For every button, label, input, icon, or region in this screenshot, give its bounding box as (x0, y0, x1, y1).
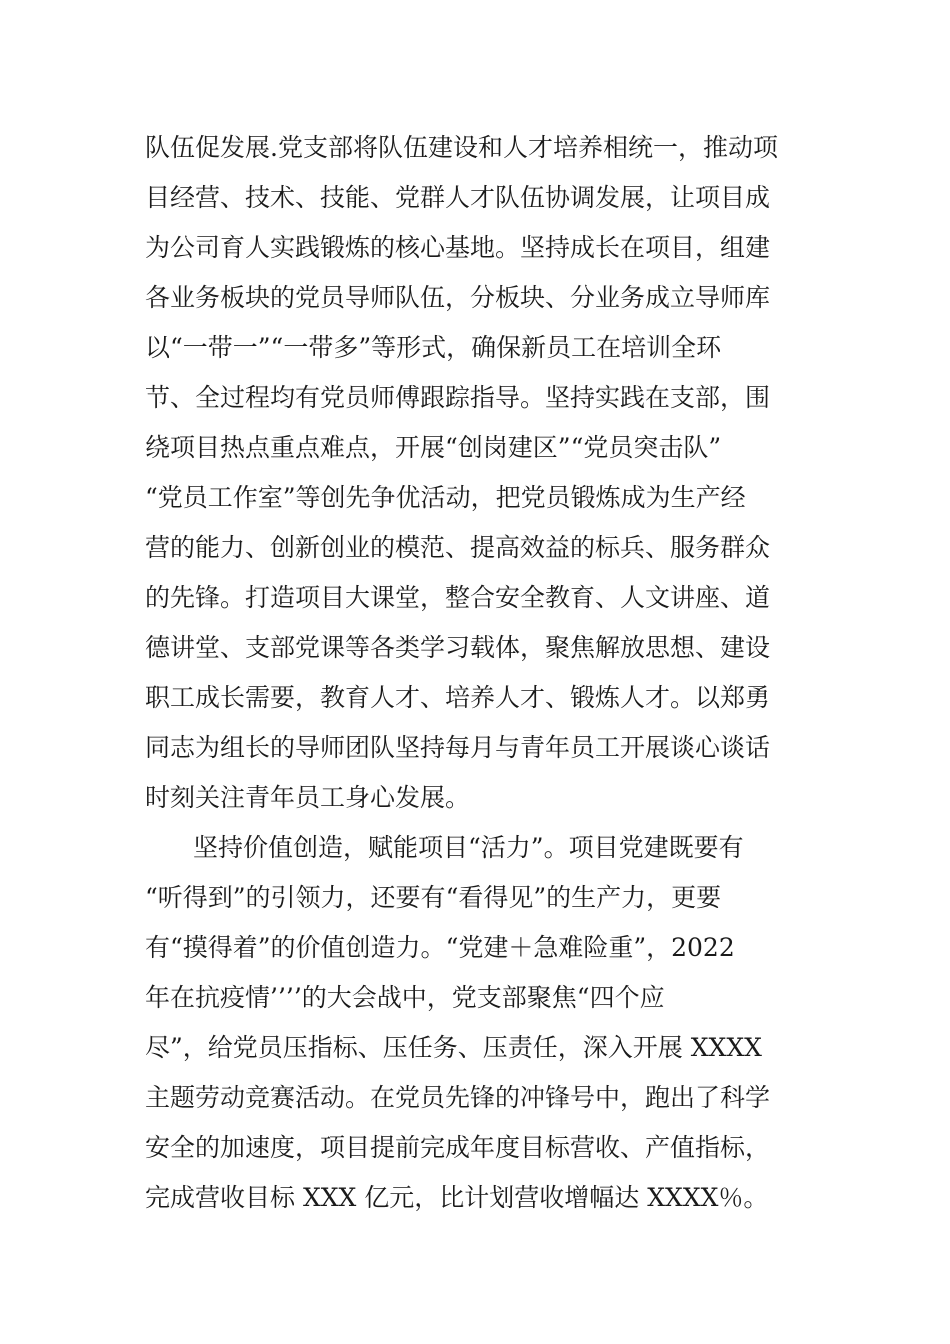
paragraph-first-line: 坚持价值创造，赋能项目“活力”。项目党建既要有 (193, 833, 744, 862)
body-text-line: 目经营、技术、技能、党群人才队伍协调发展，让项目成 (145, 183, 771, 212)
body-text-line: 队伍促发展.党支部将队伍建设和人才培养相统一，推动项 (145, 133, 778, 162)
body-text-line: 时刻关注青年员工身心发展。 (145, 783, 471, 812)
body-text-line: 各业务板块的党员导师队伍，分板块、分业务成立导师库 (145, 283, 771, 312)
body-text-line: 有“摸得着”的价值创造力。“党建＋急难险重”，2022 (145, 933, 735, 962)
body-text-line: 为公司育人实践锻炼的核心基地。坚持成长在项目，组建 (145, 233, 771, 262)
body-text-line: 职工成长需要，教育人才、培养人才、锻炼人才。以郑勇 (145, 683, 771, 712)
body-text-line: 营的能力、创新创业的模范、提高效益的标兵、服务群众 (145, 533, 771, 562)
body-text-line: 主题劳动竞赛活动。在党员先锋的冲锋号中，跑出了科学 (145, 1083, 771, 1112)
body-text-line: “听得到”的引领力，还要有“看得见”的生产力，更要 (145, 883, 722, 912)
body-text-line: 节、全过程均有党员师傅跟踪指导。坚持实践在支部，围 (145, 383, 771, 412)
body-text-line: 德讲堂、支部党课等各类学习载体，聚焦解放思想、建设 (145, 633, 771, 662)
body-text-line: “党员工作室”等创先争优活动，把党员锻炼成为生产经 (145, 483, 746, 512)
body-text-line: 安全的加速度，项目提前完成年度目标营收、产值指标， (145, 1133, 771, 1162)
body-text-line: 以“一带一”“一带多”等形式，确保新员工在培训全环 (145, 333, 722, 362)
body-text-line: 完成营收目标 XXX 亿元，比计划营收增幅达 XXXX％。 (145, 1183, 769, 1212)
body-text-line: 同志为组长的导师团队坚持每月与青年员工开展谈心谈话 (145, 733, 771, 762)
body-text-line: 绕项目热点重点难点，开展“创岗建区”“党员突击队” (145, 433, 722, 462)
body-text-line: 年在抗疫情’’’’的大会战中，党支部聚焦“四个应 (145, 983, 665, 1012)
body-text-line: 尽”，给党员压指标、压任务、压责任，深入开展 XXXX (145, 1033, 762, 1062)
body-text-line: 的先锋。打造项目大课堂，整合安全教育、人文讲座、道 (145, 583, 771, 612)
